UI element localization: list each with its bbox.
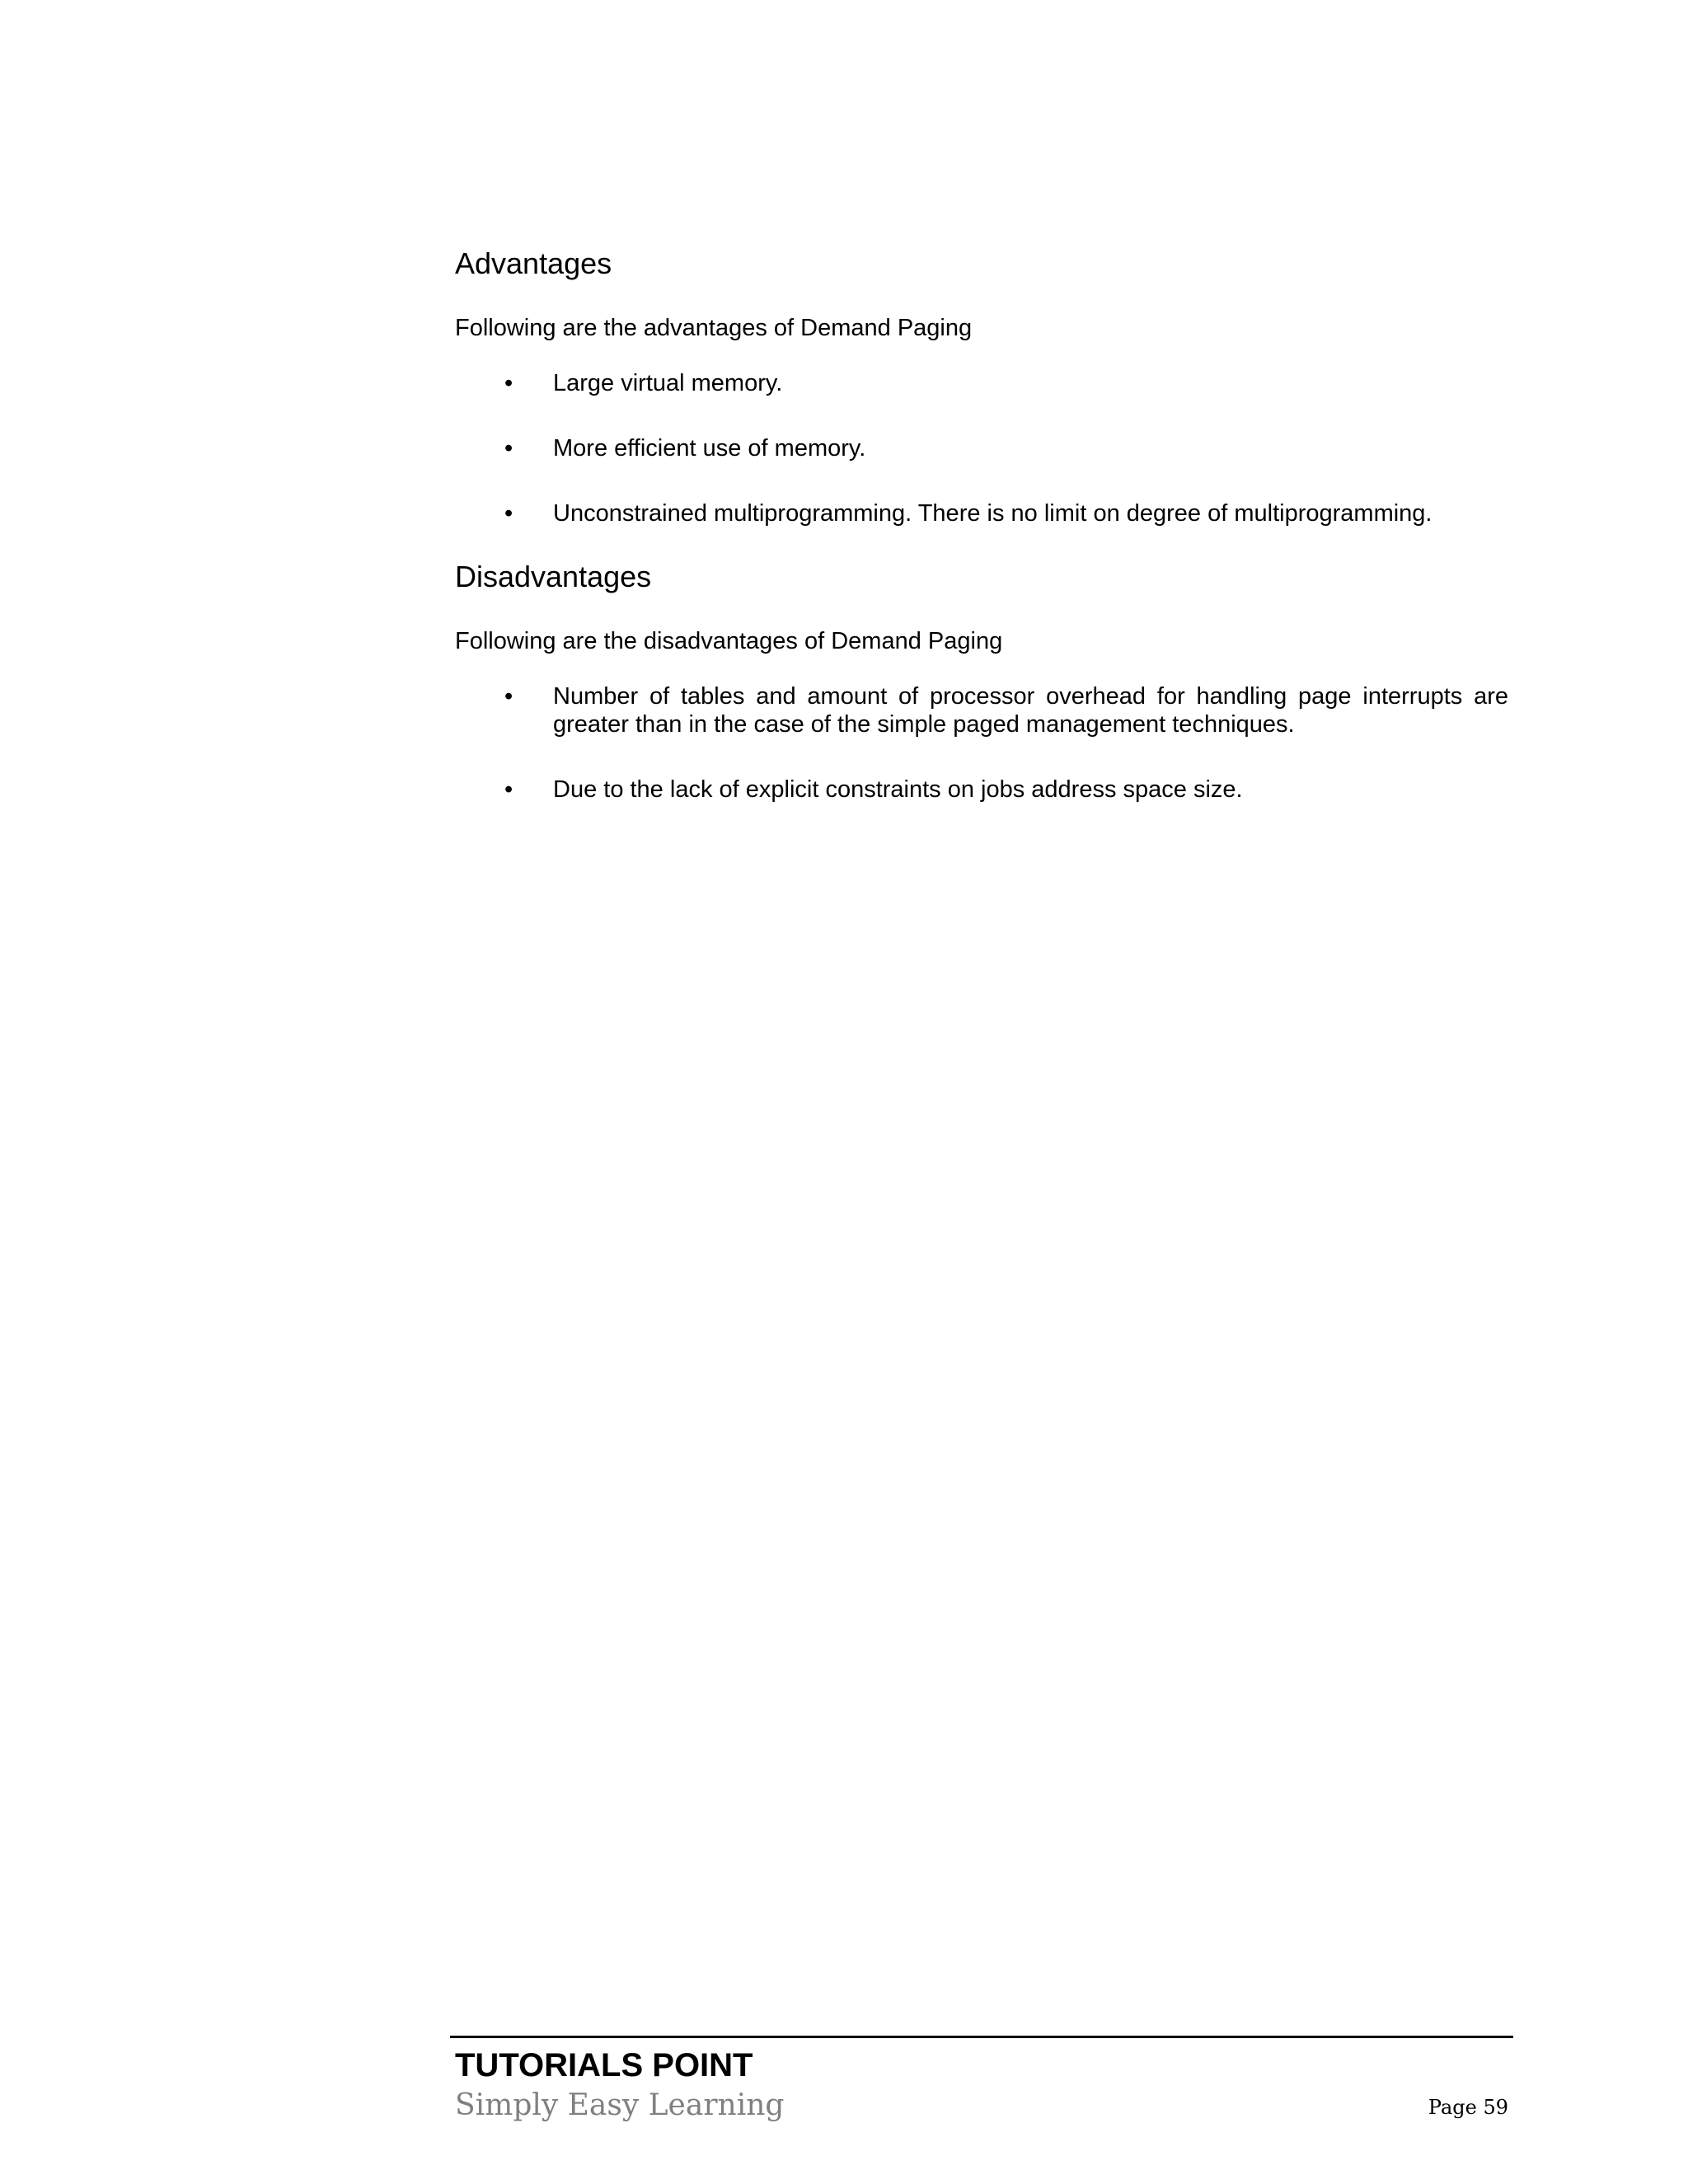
advantages-intro: Following are the advantages of Demand Paging bbox=[455, 315, 973, 341]
footer-tagline: Simply Easy Learning bbox=[455, 2088, 785, 2122]
list-item-text: Large virtual memory. bbox=[553, 370, 783, 396]
advantages-heading: Advantages bbox=[455, 246, 612, 280]
bullet-icon: • bbox=[504, 683, 513, 710]
list-item-text: Due to the lack of explicit constraints on jobs address space size. bbox=[553, 776, 1243, 803]
disadvantages-list bbox=[455, 682, 1508, 804]
bullet-icon: • bbox=[504, 500, 513, 527]
footer-brand: TUTORIALS POINT bbox=[455, 2047, 753, 2083]
bullet-icon: • bbox=[504, 776, 513, 803]
list-item bbox=[455, 434, 1508, 462]
bullet-icon: • bbox=[504, 370, 513, 396]
list-item-text: Number of tables and amount of processor overhead for handling page interrupts are greater than in the case of the simple paged management techniques. bbox=[553, 683, 1508, 738]
list-item bbox=[455, 682, 1508, 738]
list-item-text: More efficient use of memory. bbox=[553, 435, 866, 462]
page-footer bbox=[450, 2036, 1513, 2124]
list-item-text: Unconstrained multiprogramming. There is no limit on degree of multiprogramming. bbox=[553, 500, 1432, 527]
page-content bbox=[455, 239, 1508, 804]
advantages-list bbox=[455, 369, 1508, 527]
list-item bbox=[455, 369, 1508, 397]
list-item bbox=[455, 776, 1508, 804]
footer-divider bbox=[450, 2036, 1513, 2038]
list-item bbox=[455, 499, 1508, 527]
bullet-icon: • bbox=[504, 435, 513, 462]
disadvantages-heading: Disadvantages bbox=[455, 560, 652, 593]
page-number: Page 59 bbox=[1428, 2096, 1508, 2119]
disadvantages-intro: Following are the disadvantages of Demand Paging bbox=[455, 628, 1003, 654]
